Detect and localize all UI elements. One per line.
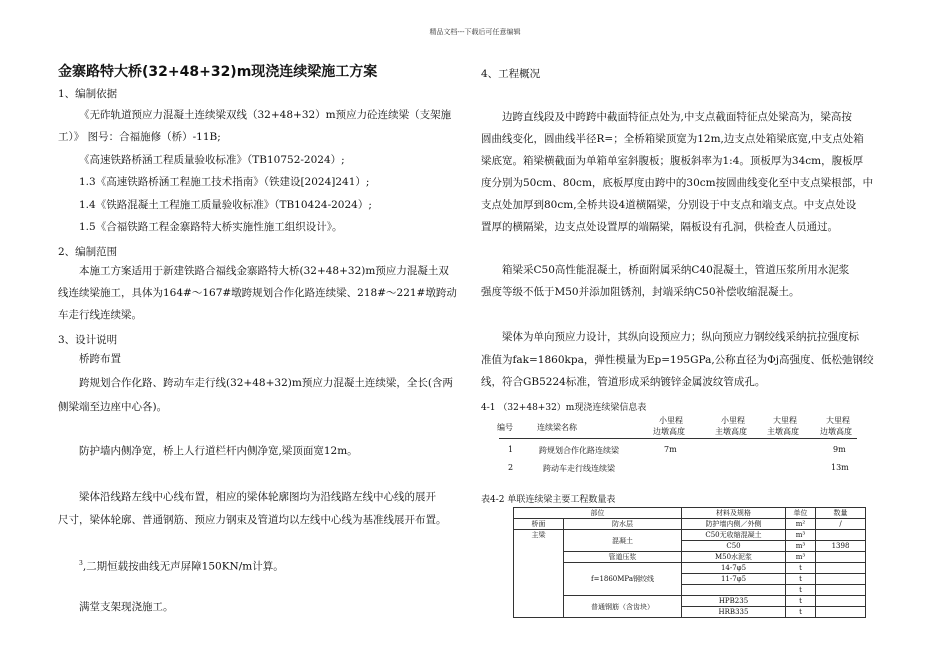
table2-cell: 14-7φ5	[682, 563, 786, 574]
paragraph-line: 梁体为单向预应力设计，其纵向设预应力；纵向预应力钢绞线采纳抗拉强度标	[502, 331, 859, 343]
table1-header: 边墩高度	[653, 427, 685, 436]
paragraph-line: 箱梁采C50高性能混凝土，桥面附属采纳C40混凝土，管道压浆所用水泥浆	[502, 264, 850, 276]
section-heading-4: 4、工程概况	[481, 68, 541, 80]
table2-cell: HRB335	[682, 607, 786, 618]
table2-cell: 主梁	[514, 530, 564, 618]
paragraph-line: 满堂支架现浇施工。	[79, 601, 174, 613]
paragraph-line: 边跨直线段及中跨跨中截面特征点处为,中支点截面特征点处梁高为，梁高按	[502, 111, 852, 123]
table2-cell: m³	[786, 541, 816, 552]
paragraph-line: 跨规划合作化路、跨动车走行线(32+48+32)m预应力混凝土连续梁，全长(含两	[79, 377, 453, 389]
table2-cell: t	[786, 596, 816, 607]
table2-header: 数量	[816, 508, 866, 519]
paragraph-line: 线连续梁施工，具体为164#～167#墩跨规划合作化路连续梁、218#～221#墩跨动	[58, 287, 457, 299]
table1-cell: 13m	[831, 463, 849, 472]
table2-cell: 防护墙内侧／外侧	[682, 519, 786, 530]
reference-line: 1.3《高速铁路桥涵工程施工技术指南》（铁建设[2024]241）;	[79, 176, 370, 188]
table2-cell: /	[816, 519, 866, 530]
paragraph-line: 梁体沿线路左线中心线布置，相应的梁体轮廓图均为沿线路左线中心线的展开	[79, 491, 436, 503]
paragraph-line: 防护墙内侧净宽，桥上人行道栏杆内侧净宽,梁顶面宽12m。	[79, 445, 358, 457]
table2-cell: m³	[786, 530, 816, 541]
table1-header: 小里程	[659, 416, 683, 425]
table1-header: 小里程	[721, 416, 745, 425]
table1	[481, 412, 871, 474]
section-heading-2: 2、编制范围	[58, 246, 118, 258]
reference-line: 1.5《合福铁路工程金寨路特大桥实施性施工组织设计》。	[79, 221, 343, 233]
load-note: ,二期恒载按曲线无声屏障150KN/m计算。	[82, 560, 284, 573]
table1-cell: 跨动车走行线连续梁	[543, 464, 615, 473]
table1-header: 主墩高度	[715, 427, 747, 436]
table2	[513, 507, 866, 618]
table1-rule	[499, 438, 857, 439]
paragraph-line: 侧梁端至边座中心各)。	[58, 401, 168, 413]
table2-cell: t	[786, 574, 816, 585]
table2-cell: 防水层	[564, 519, 682, 530]
table1-cell: 9m	[833, 445, 846, 454]
section-heading-1: 1、编制依据	[58, 88, 118, 100]
table1-cell: 2	[508, 463, 514, 472]
table2-cell: C50	[682, 541, 786, 552]
table2-cell	[816, 530, 866, 541]
table1-caption: 4-1 （32+48+32）m现浇连续梁信息表	[481, 403, 647, 413]
paragraph-line	[79, 553, 284, 578]
table1-header-no: 编号	[497, 423, 513, 432]
table2-cell: C50无收缩混凝土	[682, 530, 786, 541]
table2-cell	[816, 574, 866, 585]
table2-cell: 桥面	[514, 519, 564, 530]
table2-cell	[682, 585, 786, 596]
table1-header-name: 连续梁名称	[537, 423, 577, 432]
paragraph-line: 线，符合GB5224标准，管道形成采纳镀锌金属波纹管成孔。	[481, 376, 766, 388]
paragraph-line: 车走行线连续梁。	[58, 309, 142, 321]
table2-cell: 混凝土	[564, 530, 682, 552]
table1-cell: 1	[508, 445, 514, 454]
table2-cell: HPB235	[682, 596, 786, 607]
table2-header: 材料及规格	[682, 508, 786, 519]
paragraph-line: 置厚的横隔梁，边支点处设置厚的端隔梁，隔板设有孔洞，供检查人员通过。	[481, 221, 838, 233]
table2-cell: M50水泥浆	[682, 552, 786, 563]
table2-cell	[816, 552, 866, 563]
table1-cell: 7m	[664, 445, 677, 454]
table2-cell: t	[786, 563, 816, 574]
table2-cell: 普通钢筋（含齿块）	[564, 596, 682, 618]
page-header: 精品文档---下载后可任意编辑	[429, 28, 521, 36]
table2-cell	[816, 563, 866, 574]
reference-line: 工）》 图号：合福施修（桥）-11B;	[58, 131, 221, 143]
table1-header: 主墩高度	[767, 427, 799, 436]
paragraph-line: 本施工方案适用于新建铁路合福线金寨路特大桥(32+48+32)m预应力混凝土双	[79, 265, 449, 277]
paragraph-line: 圆曲线变化，圆曲线半径R=；全桥箱梁顶宽为12m,边支点处箱梁底宽,中支点处箱	[481, 133, 864, 145]
paragraph-line: 梁底宽。箱梁横截面为单箱单室斜腹板；腹板斜率为1:4。顶板厚为34cm，腹板厚	[481, 155, 864, 167]
table2-cell: 11-7φ5	[682, 574, 786, 585]
document-title: 金寨路特大桥(32+48+32)m现浇连续梁施工方案	[58, 64, 378, 80]
table2-cell: m²	[786, 519, 816, 530]
table1-header: 大里程	[773, 416, 797, 425]
paragraph-line: 尺寸，梁体轮廓、普通钢筋、预应力钢束及管道均以左线中心线为基准线展开布置。	[58, 514, 447, 526]
table2-header: 部位	[514, 508, 682, 519]
table2-caption: 表4-2 单联连续梁主要工程数量表	[481, 495, 616, 505]
table2-cell: t	[786, 585, 816, 596]
paragraph-line: 强度等级不低于M50并添加阻锈剂，封端采纳C50补偿收缩混凝土。	[481, 286, 800, 298]
reference-line: 《高速铁路桥涵工程质量验收标准》（TB10752-2024）;	[79, 154, 345, 166]
table2-cell: m³	[786, 552, 816, 563]
table1-cell: 跨规划合作化路连续梁	[539, 446, 619, 455]
paragraph-line: 度分别为50cm、80cm，底板厚度由跨中的30cm按圆曲线变化至中支点梁根部，中	[481, 177, 874, 189]
table2-cell: f=1860MPa钢绞线	[564, 563, 682, 596]
table2-cell	[816, 585, 866, 596]
table2-cell	[816, 607, 866, 618]
reference-line: 1.4《铁路混凝土工程施工质量验收标准》（TB10424-2024）;	[79, 199, 372, 211]
table1-header: 大里程	[826, 416, 850, 425]
table2-cell: t	[786, 607, 816, 618]
table2-header: 单位	[786, 508, 816, 519]
section-heading-3: 3、设计说明	[58, 334, 118, 346]
table2-cell: 1398	[816, 541, 866, 552]
table1-header: 边墩高度	[820, 427, 852, 436]
footnote-mark: 3	[79, 560, 83, 567]
paragraph-line: 准值为fak=1860kpa，弹性模量为Ep=195GPa,公称直径为Φj高强度、低松弛钢绞	[481, 354, 874, 366]
table2-cell: 管道压浆	[564, 552, 682, 563]
reference-line: 《无砟轨道预应力混凝土连续梁双线（32+48+32）m预应力砼连续梁（支架施	[79, 109, 452, 121]
table2-cell	[816, 596, 866, 607]
paragraph-line: 支点处加厚到80cm,全桥共设4道横隔梁，分别设于中支点和端支点。中支点处设	[481, 199, 857, 211]
subheading: 桥跨布置	[79, 353, 121, 365]
